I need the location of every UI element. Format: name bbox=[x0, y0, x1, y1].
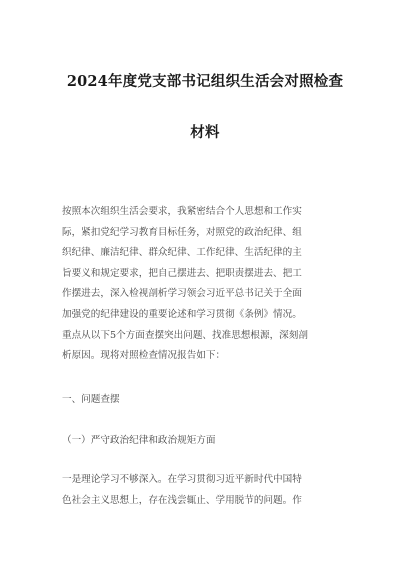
paragraph-line: 旨要义和规定要求，把自己摆进去、把职责摆进去、把工 bbox=[62, 267, 302, 279]
paragraph-line: 际，紧扣党纪学习教育目标任务，对照党的政治纪律、组 bbox=[62, 226, 302, 238]
subsection-heading: （一）严守政治纪律和政治规矩方面 bbox=[62, 435, 216, 446]
paragraph-line: 色社会主义思想上，存在浅尝辄止、学用脱节的问题。作 bbox=[62, 494, 302, 506]
paragraph-line: 重点从以下5个方面查摆突出问题、找准思想根源，深刻剖 bbox=[62, 329, 308, 341]
point-paragraph bbox=[62, 470, 352, 511]
document-title-line2: 材料 bbox=[190, 124, 220, 141]
section-heading: 一、问题查摆 bbox=[62, 394, 120, 405]
paragraph-line: 加强党的纪律建设的重要论述和学习贯彻《条例》情况。 bbox=[62, 308, 302, 320]
paragraph-line: 织纪律、廉洁纪律、群众纪律、工作纪律、生活纪律的主 bbox=[62, 247, 302, 259]
paragraph-line: 析原因。现将对照检查情况报告如下： bbox=[62, 350, 226, 362]
paragraph-line: 按照本次组织生活会要求，我紧密结合个人思想和工作实 bbox=[62, 206, 302, 217]
paragraph-line: 一是理论学习不够深入。在学习贯彻习近平新时代中国特 bbox=[62, 474, 302, 485]
intro-paragraph bbox=[62, 202, 352, 367]
document-title-line1: 2024年度党支部书记组织生活会对照检查 bbox=[66, 73, 344, 90]
paragraph-line: 作摆进去，深入检视剖析学习领会习近平总书记关于全面 bbox=[62, 288, 302, 300]
